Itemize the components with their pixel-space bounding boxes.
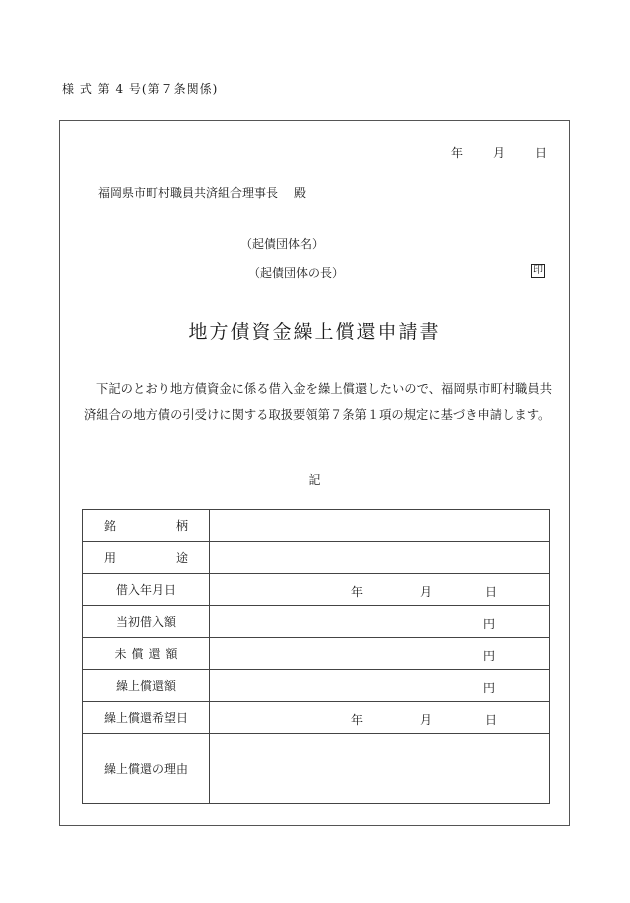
row-label: 繰上償還希望日 [83, 702, 210, 734]
date-line [451, 144, 547, 161]
application-form [59, 120, 570, 826]
date-month-label: 月 [492, 146, 505, 160]
date-year-label: 年 [450, 146, 463, 160]
year-label: 年 [351, 585, 364, 599]
table-row [83, 510, 550, 542]
date-day-label: 日 [534, 146, 547, 160]
day-label: 日 [485, 713, 498, 727]
addressee-honorific: 殿 [294, 186, 307, 200]
outstanding-amount-field[interactable] [210, 638, 550, 670]
year-label: 年 [351, 713, 364, 727]
yen-unit: 円 [483, 617, 496, 631]
yen-unit: 円 [483, 649, 496, 663]
seal-mark: 印 [533, 265, 543, 276]
details-table [82, 509, 550, 804]
form-number: 様 式 第 4 号(第７条関係) [62, 82, 219, 96]
table-row [83, 606, 550, 638]
table-row [83, 542, 550, 574]
addressee [98, 184, 306, 201]
table-row [83, 638, 550, 670]
row-label: 当初借入額 [83, 606, 210, 638]
reason-field[interactable] [210, 734, 550, 804]
issue-name-field[interactable] [210, 510, 550, 542]
initial-amount-field[interactable] [210, 606, 550, 638]
row-label: 繰上償還の理由 [83, 734, 210, 804]
month-label: 月 [420, 713, 433, 727]
table-row [83, 702, 550, 734]
purpose-field[interactable] [210, 542, 550, 574]
table-row [83, 670, 550, 702]
issuer-name: （起債団体名） [240, 237, 325, 251]
ki-label: 記 [308, 473, 321, 487]
row-label: 借入年月日 [83, 574, 210, 606]
row-label: 繰上償還額 [83, 670, 210, 702]
early-repayment-amount-field[interactable] [210, 670, 550, 702]
row-label: 未償還額 [83, 638, 210, 670]
row-label: 用 途 [83, 542, 210, 574]
issuer-head: （起債団体の長） [248, 266, 345, 280]
month-label: 月 [420, 585, 433, 599]
table-row [83, 574, 550, 606]
table-row [83, 734, 550, 804]
row-label: 銘 柄 [83, 510, 210, 542]
body-text: 下記のとおり地方債資金に係る借入金を繰上償還したいので、福岡県市町村職員共済組合の地方債の引受けに関する取扱要領第７条第１項の規定に基づき申請します。 [84, 382, 552, 422]
addressee-name: 福岡県市町村職員共済組合理事長 [98, 186, 279, 200]
borrowing-date-field[interactable] [210, 574, 550, 606]
yen-unit: 円 [483, 681, 496, 695]
day-label: 日 [485, 585, 498, 599]
desired-date-field[interactable] [210, 702, 550, 734]
document-title: 地方債資金繰上償還申請書 [188, 321, 441, 343]
